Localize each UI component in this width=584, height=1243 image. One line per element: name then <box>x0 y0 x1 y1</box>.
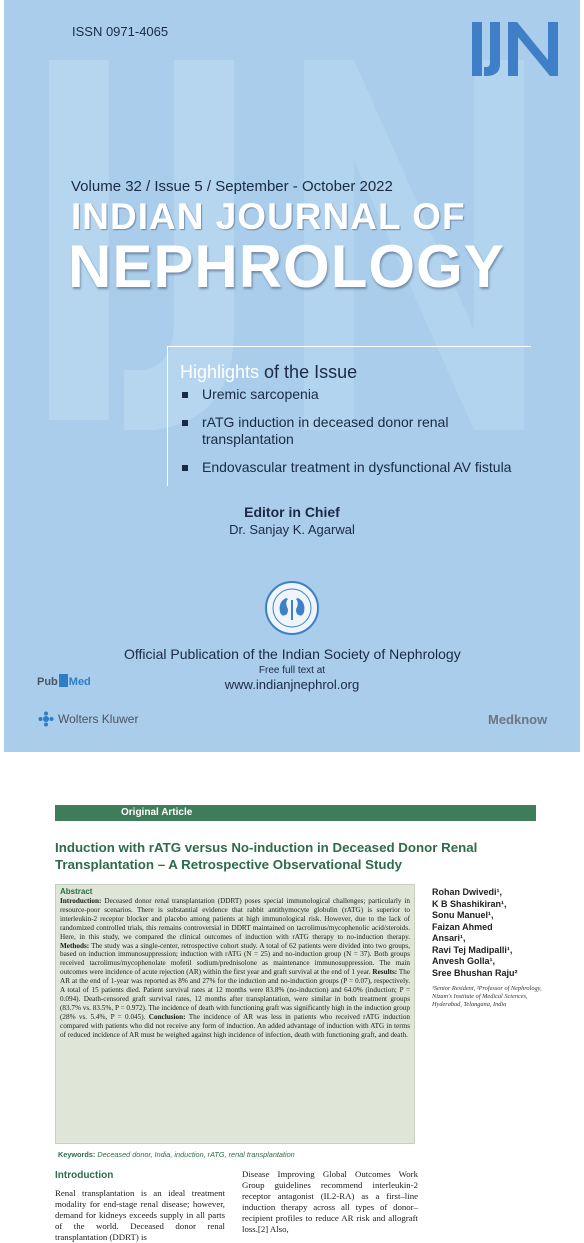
editor-name: Dr. Sanjay K. Agarwal <box>229 522 355 537</box>
author-name: Sree Bhushan Raju² <box>432 967 518 978</box>
author-list <box>432 887 552 979</box>
keywords-values: Deceased donor, India, induction, rATG, renal transplantation <box>95 1150 295 1159</box>
free-text-label: Free full text at <box>258 665 326 676</box>
abstract-conclusion: The incidence of AR was less in patients who received rATG induction compared with patients who did not receive any form of induction. An added advantage of induction with ATG in terms of reduced incidence of AR must be weighed against high incidence of infection, death with functioning graft, and death. <box>60 1012 411 1039</box>
pubmed-med: Med <box>68 676 91 688</box>
abstract-heading: Abstract <box>60 887 93 896</box>
keywords-label: Keywords: <box>58 1150 96 1159</box>
volume-issue-line: Volume 32 / Issue 5 / September - October 2022 <box>71 178 393 195</box>
pubmed-pub: Pub <box>37 676 58 688</box>
author-name: Sonu Manuel¹, <box>432 910 494 920</box>
author-name: Faizan Ahmed <box>432 921 493 932</box>
medknow-logo: Medknow <box>488 712 548 727</box>
author-name: Rohan Dwivedi¹, <box>432 887 503 897</box>
society-seal-icon <box>264 580 320 636</box>
pubmed-box-icon <box>59 674 68 687</box>
issn: ISSN 0971-4065 <box>72 24 169 39</box>
official-publication: Official Publication of the Indian Society of Nephrology <box>124 646 461 662</box>
section-label: Original Article <box>121 807 193 818</box>
introduction-column-2: Disease Improving Global Outcomes Work Group guidelines recommend interleukin-2 receptor antagonist (IL2-RA) as a first–line induction therapy across all types of donor–recipient profiles to reduce AR risk and allograft loss.[2] Also, <box>242 1169 418 1234</box>
abstract-conclusion-label: Conclusion: <box>148 1012 186 1021</box>
abstract-results-label: Results: <box>372 968 398 977</box>
abstract-box <box>55 884 415 1144</box>
highlights-heading <box>180 362 357 383</box>
abstract-methods: The study was a single-center, retrospective cohort study. A total of 62 patients were divided into two groups, based on induction immunosuppression; induction with rATG (N = 25) and no-induction group (N = 37). Both groups received tacrolimus/mycophenolate mofetil sodium/prednisolone as maintenance immunosuppression. The main outcomes were incidence of acute rejection (AR) within the first year and graft survival at the end of 1 year. <box>60 941 410 977</box>
journal-title-line1: INDIAN JOURNAL OF <box>71 196 466 237</box>
abstract-intro-label: Introduction: <box>60 897 102 905</box>
highlight-item: rATG induction in deceased donor renal transplantation <box>180 414 540 448</box>
abstract-text <box>60 897 410 1040</box>
editor-label: Editor in Chief <box>244 504 340 520</box>
highlights-divider-vertical <box>167 346 168 486</box>
ijn-logo <box>470 20 564 78</box>
publisher-logo <box>38 711 138 727</box>
publisher-name: Wolters Kluwer <box>58 712 139 726</box>
article-page <box>0 760 584 1242</box>
highlight-item: Endovascular treatment in dysfunctional AV fistula <box>180 459 540 476</box>
abstract-methods-label: Methods: <box>60 941 90 950</box>
abstract-results: The AR at the end of 1-year was reported as 8% and 27% for the induction and no-induction groups (P = 0.07), respectively. A total of 15 patients died. Patient survival rates at 12 months were 83.8% (no-induction) and 64.0% (induction; P = 0.094). Death-censored graft survival rates, 12 months after transplantation, were similar in both treatment groups (83.7% vs. 83.5%, P = 0.972). The incidence of death with functioning graft was significantly high in the induction group (28% vs. 5.4%, P = 0.045). <box>60 968 411 1021</box>
journal-title-line2: NEPHROLOGY <box>68 233 505 300</box>
highlights-list <box>180 386 540 487</box>
journal-cover <box>4 0 580 752</box>
keywords <box>58 1150 295 1159</box>
website-url[interactable]: www.indianjnephrol.org <box>224 677 360 692</box>
pubmed-logo <box>37 674 91 688</box>
highlights-divider-horizontal <box>167 346 531 347</box>
highlights-heading-rest: of the Issue <box>259 362 358 382</box>
author-name: Ravi Tej Madipalli¹, <box>432 944 513 955</box>
highlights-word: Highlights <box>180 362 260 382</box>
highlight-item: Uremic sarcopenia <box>180 386 540 403</box>
article-title: Induction with rATG versus No-induction in Deceased Donor Renal Transplantation – A Retrospective Observational Study <box>55 840 478 872</box>
introduction-heading: Introduction <box>55 1170 114 1181</box>
author-name: Anvesh Golla¹, <box>432 956 496 966</box>
author-name: K B Shashikiran¹, <box>432 898 507 909</box>
abstract-intro: Deceased donor renal transplantation (DDRT) poses special immunological challenges; particularly in resource-poor scenarios. There is substantial evidence that rabbit antithymocyte globulin (rATG) is superior to interleukin-2 receptor blocker and placebo among patients at high immunological risk. However, due to the lack of randomized controlled trials, this remains controversial in DDRT maintained on tacrolimus/mycophenolic acid/steroids. Here, in this study, we compared the clinical outcomes of induction with rATG therapy to no-induction therapy. <box>60 897 410 941</box>
wolters-kluwer-icon <box>38 711 54 727</box>
author-name: Ansari¹, <box>432 933 466 943</box>
introduction-column-1: Renal transplantation is an ideal treatment modality for end-stage renal disease; however, demand for kidneys exceeds supply in all parts of the world. Deceased donor renal transplantation (DDRT) is <box>55 1188 225 1242</box>
author-affiliation: ¹Senior Resident, ²Professor of Nephrology, Nizam's Institute of Medical Sciences, Hyderabad, Telangana, India <box>432 985 542 1008</box>
section-bar <box>55 805 536 821</box>
